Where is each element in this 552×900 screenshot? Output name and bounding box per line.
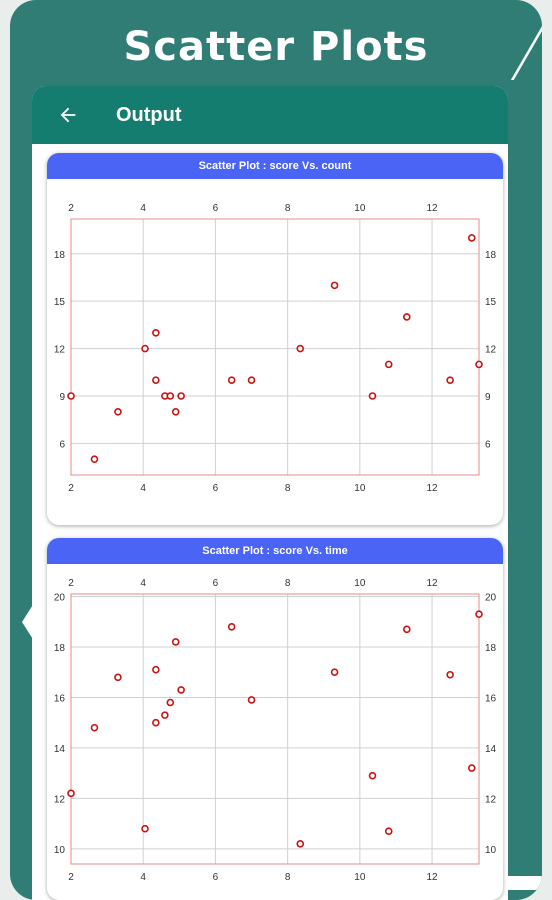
y-tick-label-left: 10 bbox=[53, 844, 65, 856]
data-point bbox=[249, 697, 255, 703]
data-point bbox=[153, 377, 159, 383]
y-tick-label-left: 16 bbox=[53, 693, 65, 705]
data-point bbox=[229, 624, 235, 630]
x-tick-label-bottom: 10 bbox=[354, 872, 366, 883]
data-point bbox=[447, 672, 453, 678]
y-tick-label-left: 14 bbox=[53, 743, 65, 755]
data-point bbox=[332, 282, 338, 288]
scatter-chart-score-vs-count bbox=[47, 179, 503, 525]
data-point bbox=[173, 639, 179, 645]
y-tick-label-right: 15 bbox=[485, 297, 497, 309]
plot-border bbox=[71, 219, 479, 475]
data-point bbox=[115, 409, 121, 415]
data-point bbox=[447, 377, 453, 383]
x-tick-label-top: 2 bbox=[68, 203, 74, 214]
y-tick-label-right: 10 bbox=[485, 844, 497, 856]
data-point bbox=[249, 377, 255, 383]
data-point bbox=[178, 687, 184, 693]
x-tick-label-top: 4 bbox=[140, 203, 146, 214]
y-tick-label-left: 18 bbox=[53, 642, 65, 654]
data-point bbox=[297, 346, 303, 352]
plot-border bbox=[71, 594, 479, 864]
data-point bbox=[91, 456, 97, 462]
scatter-chart-score-vs-time bbox=[47, 564, 503, 900]
data-point bbox=[332, 669, 338, 675]
data-point bbox=[369, 393, 375, 399]
x-tick-label-bottom: 10 bbox=[354, 483, 366, 494]
chart-title: Scatter Plot : score Vs. time bbox=[47, 538, 503, 564]
data-point bbox=[469, 765, 475, 771]
y-tick-label-right: 6 bbox=[485, 439, 491, 451]
x-tick-label-bottom: 6 bbox=[212, 872, 219, 883]
y-tick-label-right: 16 bbox=[485, 693, 497, 705]
data-point bbox=[173, 409, 179, 415]
x-tick-label-top: 12 bbox=[426, 578, 438, 589]
data-point bbox=[404, 314, 410, 320]
promo-title: Scatter Plots bbox=[123, 24, 429, 70]
data-point bbox=[386, 361, 392, 367]
data-point bbox=[68, 393, 74, 399]
y-tick-label-right: 20 bbox=[485, 592, 497, 604]
x-tick-label-top: 8 bbox=[284, 578, 291, 589]
y-tick-label-left: 9 bbox=[59, 391, 65, 403]
x-tick-label-top: 6 bbox=[212, 578, 219, 589]
data-point bbox=[167, 700, 173, 706]
y-tick-label-right: 18 bbox=[485, 642, 497, 654]
phone-screen bbox=[32, 86, 508, 900]
x-tick-label-bottom: 8 bbox=[284, 483, 291, 494]
data-point bbox=[404, 626, 410, 632]
data-point bbox=[153, 720, 159, 726]
y-tick-label-right: 14 bbox=[485, 743, 497, 755]
y-tick-label-left: 12 bbox=[53, 794, 65, 806]
data-point bbox=[115, 674, 121, 680]
y-tick-label-right: 12 bbox=[485, 794, 497, 806]
x-tick-label-bottom: 6 bbox=[212, 483, 219, 494]
data-point bbox=[91, 725, 97, 731]
x-tick-label-bottom: 4 bbox=[140, 483, 146, 494]
data-point bbox=[142, 826, 148, 832]
x-tick-label-top: 4 bbox=[140, 578, 146, 589]
x-tick-label-bottom: 2 bbox=[68, 872, 74, 883]
app-bar bbox=[32, 86, 508, 144]
x-tick-label-top: 10 bbox=[354, 578, 366, 589]
data-point bbox=[297, 841, 303, 847]
y-tick-label-left: 18 bbox=[53, 249, 65, 261]
y-tick-label-left: 6 bbox=[59, 439, 65, 451]
y-tick-label-left: 20 bbox=[53, 592, 65, 604]
screen-title: Output bbox=[116, 103, 182, 126]
data-point bbox=[167, 393, 173, 399]
x-tick-label-top: 12 bbox=[426, 203, 438, 214]
chart-card-1 bbox=[47, 153, 503, 525]
chart-title: Scatter Plot : score Vs. count bbox=[47, 153, 503, 179]
y-tick-label-right: 12 bbox=[485, 344, 497, 356]
x-tick-label-top: 6 bbox=[212, 203, 219, 214]
data-point bbox=[469, 235, 475, 241]
data-point bbox=[229, 377, 235, 383]
x-tick-label-bottom: 8 bbox=[284, 872, 291, 883]
y-tick-label-left: 15 bbox=[53, 297, 65, 309]
data-point bbox=[369, 773, 375, 779]
x-tick-label-top: 8 bbox=[284, 203, 291, 214]
y-tick-label-right: 9 bbox=[485, 391, 491, 403]
y-tick-label-left: 12 bbox=[53, 344, 65, 356]
data-point bbox=[476, 611, 482, 617]
data-point bbox=[153, 667, 159, 673]
x-tick-label-bottom: 4 bbox=[140, 872, 146, 883]
x-tick-label-bottom: 2 bbox=[68, 483, 74, 494]
x-tick-label-bottom: 12 bbox=[426, 872, 438, 883]
x-tick-label-bottom: 12 bbox=[426, 483, 438, 494]
arrow-left-icon[interactable] bbox=[48, 95, 88, 135]
data-point bbox=[162, 712, 168, 718]
x-tick-label-top: 10 bbox=[354, 203, 366, 214]
y-tick-label-right: 18 bbox=[485, 249, 497, 261]
x-tick-label-top: 2 bbox=[68, 578, 74, 589]
data-point bbox=[153, 330, 159, 336]
data-point bbox=[386, 828, 392, 834]
data-point bbox=[476, 361, 482, 367]
data-point bbox=[68, 790, 74, 796]
data-point bbox=[142, 346, 148, 352]
chart-card-2 bbox=[47, 538, 503, 900]
data-point bbox=[178, 393, 184, 399]
